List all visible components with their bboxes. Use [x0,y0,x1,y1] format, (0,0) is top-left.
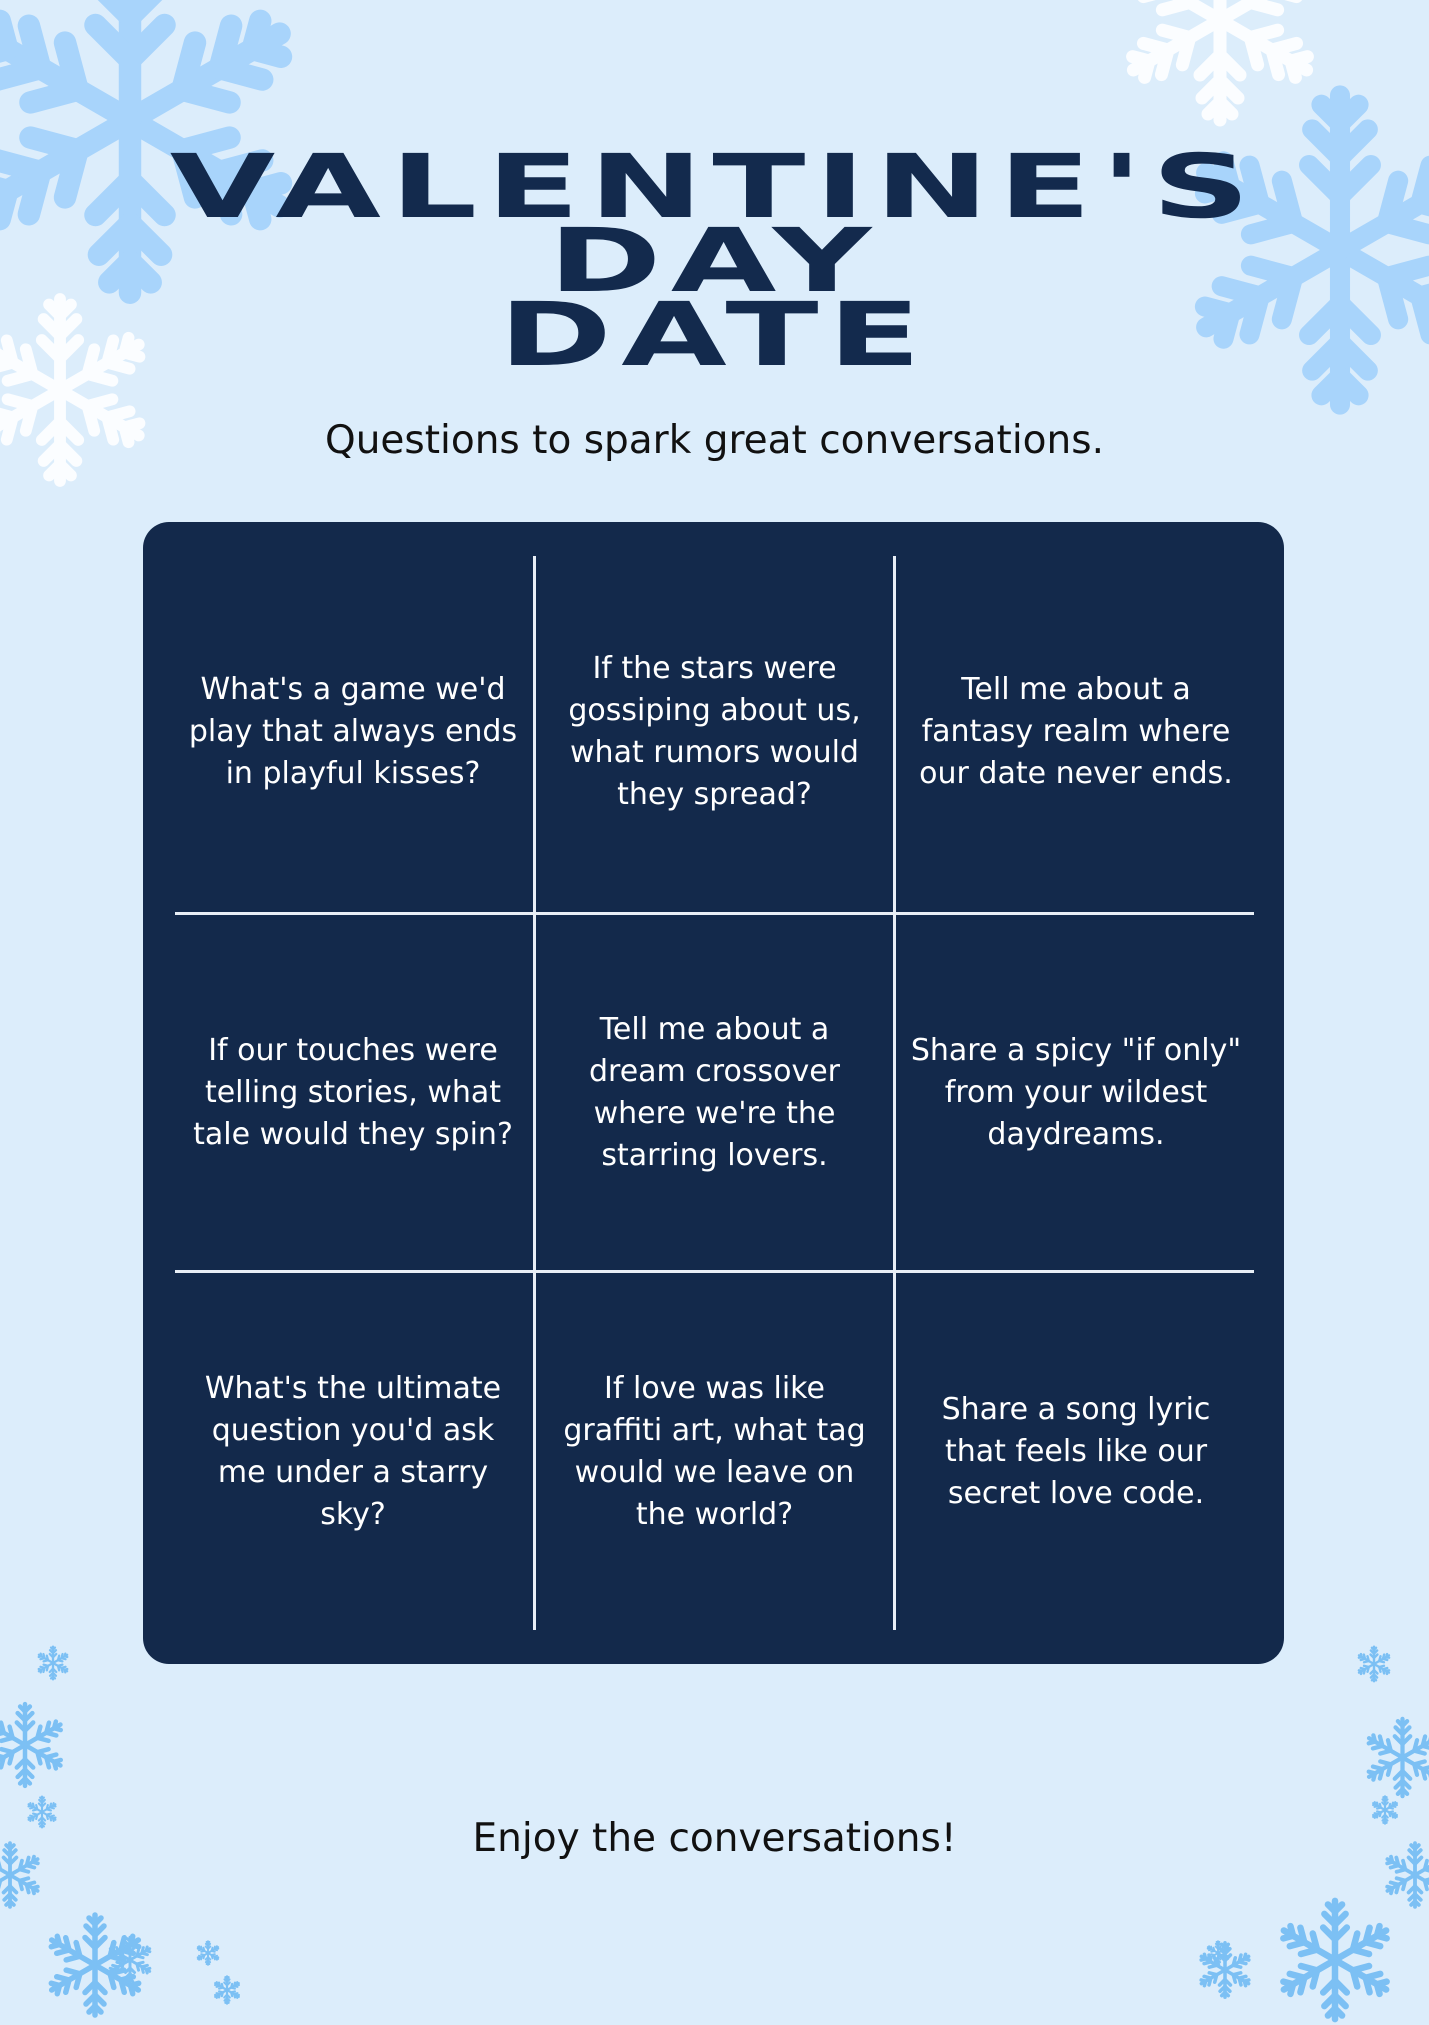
page-title [0,135,1429,386]
snowflake-icon [195,1940,221,1966]
question-cell: Tell me about a dream crossover where we're the starring lovers. [588,1011,840,1173]
snowflake-icon [212,1975,242,2005]
question-cell: If the stars were gossiping about us, what rumors would they spread? [568,651,861,812]
question-cell: What's the ultimate question you'd ask me under a starry sky? [204,1371,502,1532]
snowflake-icon [35,1645,71,1681]
title-line: VALENTINE'S [169,135,1260,238]
subtitle: Questions to spark great conversations. [325,418,1104,463]
question-cell: If love was like graffiti art, what tag would we leave on the world? [563,1371,866,1532]
title-line: DATE [498,283,931,386]
footer-text: Enjoy the conversations! [472,1816,957,1861]
question-cell: Share a spicy "if only" from your wildest daydreams. [910,1032,1242,1152]
snowflake-icon [0,1700,70,1790]
question-cell: Tell me about a fantasy realm where our date never ends. [919,672,1233,791]
snowflake-icon [1270,1895,1400,2025]
question-cell: If our touches were telling stories, what tale would they spin? [193,1032,513,1152]
snowflake-icon [105,1935,155,1985]
question-cell: What's a game we'd play that always ends in playful kisses? [188,672,518,791]
question-cell: Share a song lyric that feels like our secret love code. [941,1392,1211,1511]
title-line: DAY [548,209,881,312]
snowflake-icon [1360,1715,1429,1800]
snowflake-icon [1355,1645,1393,1683]
question-grid [143,522,1284,1664]
snowflake-icon [1205,1940,1231,1966]
